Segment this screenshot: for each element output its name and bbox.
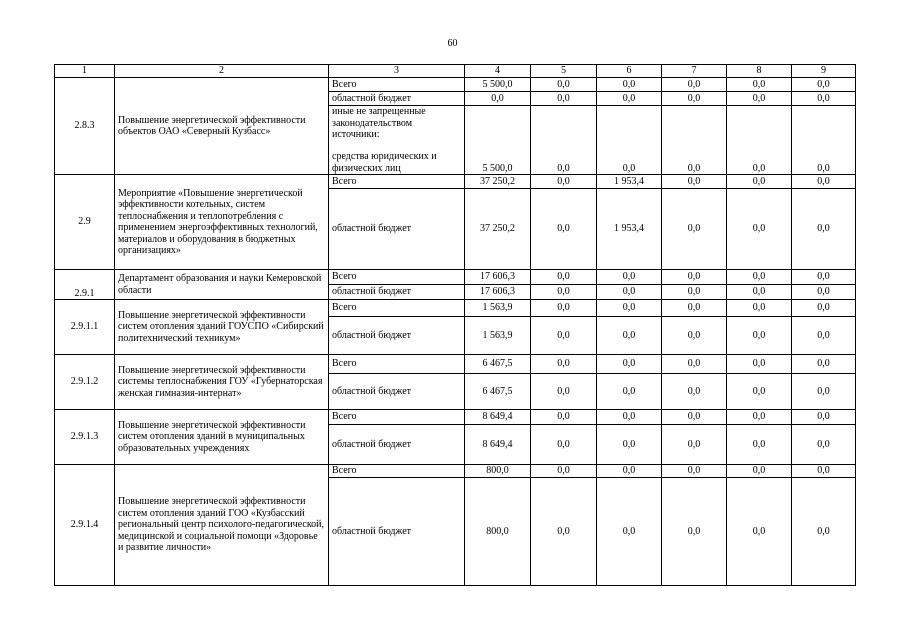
value-cell: 0,0 xyxy=(597,300,662,317)
value-cell: 0,0 xyxy=(597,270,662,285)
row-number: 2.8.3 xyxy=(55,78,115,175)
funding-source: Всего xyxy=(329,270,465,285)
value-cell: 0,0 xyxy=(662,300,727,317)
value-cell: 0,0 xyxy=(597,374,662,410)
value-cell: 0,0 xyxy=(465,92,531,106)
value-cell: 800,0 xyxy=(465,465,531,478)
value-cell: 0,0 xyxy=(792,465,856,478)
funding-source: областной бюджет xyxy=(329,317,465,355)
value-cell: 0,0 xyxy=(727,78,792,92)
value-cell: 0,0 xyxy=(792,148,856,175)
measure-name: Повышение энергетической эффективности систем отопления зданий ГОО «Кузбасский региональный центр психолого-педагогической, медицинской и социальной помощи «Здоровье и развитие личности» xyxy=(115,465,329,586)
value-cell: 0,0 xyxy=(531,270,597,285)
value-cell: 0,0 xyxy=(792,374,856,410)
value-cell: 0,0 xyxy=(727,270,792,285)
value-cell: 17 606,3 xyxy=(465,270,531,285)
header-cell: 7 xyxy=(662,65,727,78)
value-cell: 0,0 xyxy=(662,317,727,355)
measure-name: Повышение энергетической эффективности системы теплоснабжения ГОУ «Губернаторская женская гимназия-интернат» xyxy=(115,355,329,410)
value-cell: 0,0 xyxy=(597,355,662,374)
value-cell: 0,0 xyxy=(792,355,856,374)
value-cell: 0,0 xyxy=(597,465,662,478)
value-cell: 5 500,0 xyxy=(465,148,531,175)
value-cell: 0,0 xyxy=(531,285,597,300)
row-number: 2.9.1.3 xyxy=(55,410,115,465)
header-cell: 6 xyxy=(597,65,662,78)
value-cell: 0,0 xyxy=(792,92,856,106)
value-cell: 0,0 xyxy=(727,148,792,175)
funding-source: средства юридических и физических лиц xyxy=(329,148,465,175)
value-cell: 0,0 xyxy=(531,78,597,92)
header-cell: 3 xyxy=(329,65,465,78)
value-cell: 0,0 xyxy=(727,285,792,300)
value-cell: 0,0 xyxy=(792,189,856,270)
value-cell: 0,0 xyxy=(792,410,856,425)
value-cell: 0,0 xyxy=(727,92,792,106)
funding-source: областной бюджет xyxy=(329,374,465,410)
value-cell: 0,0 xyxy=(792,270,856,285)
funding-source: Всего xyxy=(329,300,465,317)
table-row xyxy=(55,465,856,478)
value-cell: 0,0 xyxy=(727,355,792,374)
value-cell: 0,0 xyxy=(727,410,792,425)
header-cell: 4 xyxy=(465,65,531,78)
funding-source: иные не запрещенные законодательством источники: xyxy=(329,106,465,148)
measure-name: Повышение энергетической эффективности систем отопления зданий в муниципальных образовательных учреждениях xyxy=(115,410,329,465)
value-cell: 0,0 xyxy=(662,78,727,92)
funding-source: областной бюджет xyxy=(329,92,465,106)
value-cell: 0,0 xyxy=(727,189,792,270)
value-cell: 0,0 xyxy=(597,317,662,355)
page-number: 60 xyxy=(447,38,458,49)
header-cell: 2 xyxy=(115,65,329,78)
value-cell: 8 649,4 xyxy=(465,410,531,425)
value-cell: 0,0 xyxy=(662,285,727,300)
value-cell: 17 606,3 xyxy=(465,285,531,300)
value-cell: 0,0 xyxy=(597,148,662,175)
value-cell: 0,0 xyxy=(792,425,856,465)
funding-source: Всего xyxy=(329,355,465,374)
measure-name: Департамент образования и науки Кемеровской области xyxy=(115,270,329,300)
value-cell: 0,0 xyxy=(597,425,662,465)
value-cell: 0,0 xyxy=(531,410,597,425)
value-cell xyxy=(792,106,856,148)
value-cell: 800,0 xyxy=(465,478,531,586)
value-cell: 0,0 xyxy=(727,175,792,189)
value-cell: 0,0 xyxy=(727,478,792,586)
value-cell: 37 250,2 xyxy=(465,175,531,189)
funding-source: Всего xyxy=(329,465,465,478)
header-cell: 9 xyxy=(792,65,856,78)
value-cell: 0,0 xyxy=(531,317,597,355)
value-cell: 0,0 xyxy=(727,374,792,410)
value-cell: 0,0 xyxy=(531,189,597,270)
value-cell: 6 467,5 xyxy=(465,374,531,410)
funding-source: областной бюджет xyxy=(329,285,465,300)
row-number: 2.9.1 xyxy=(55,270,115,300)
header-cell: 8 xyxy=(727,65,792,78)
value-cell: 0,0 xyxy=(662,189,727,270)
value-cell: 0,0 xyxy=(662,148,727,175)
funding-source: областной бюджет xyxy=(329,478,465,586)
row-number: 2.9 xyxy=(55,175,115,270)
value-cell: 0,0 xyxy=(662,374,727,410)
value-cell: 0,0 xyxy=(597,410,662,425)
table-row xyxy=(55,410,856,425)
table-row xyxy=(55,175,856,189)
value-cell xyxy=(662,106,727,148)
header-cell: 5 xyxy=(531,65,597,78)
funding-source: областной бюджет xyxy=(329,425,465,465)
value-cell: 0,0 xyxy=(662,410,727,425)
value-cell: 1 563,9 xyxy=(465,300,531,317)
funding-source: областной бюджет xyxy=(329,189,465,270)
value-cell: 0,0 xyxy=(662,355,727,374)
row-number: 2.9.1.2 xyxy=(55,355,115,410)
value-cell xyxy=(531,106,597,148)
funding-source: Всего xyxy=(329,78,465,92)
budget-table xyxy=(54,64,856,586)
value-cell: 6 467,5 xyxy=(465,355,531,374)
value-cell: 0,0 xyxy=(597,78,662,92)
value-cell: 0,0 xyxy=(531,425,597,465)
value-cell: 0,0 xyxy=(531,374,597,410)
value-cell: 0,0 xyxy=(792,317,856,355)
value-cell: 0,0 xyxy=(531,148,597,175)
value-cell: 0,0 xyxy=(531,92,597,106)
measure-name: Мероприятие «Повышение энергетической эффективности котельных, систем теплоснабжения и теплопотребления с применением энергоэффективных технологий, материалов и оборудования в бюджетных организациях» xyxy=(115,175,329,270)
value-cell: 0,0 xyxy=(727,300,792,317)
value-cell: 0,0 xyxy=(531,355,597,374)
value-cell: 1 563,9 xyxy=(465,317,531,355)
value-cell xyxy=(597,106,662,148)
value-cell: 0,0 xyxy=(792,478,856,586)
value-cell: 0,0 xyxy=(792,78,856,92)
value-cell: 0,0 xyxy=(597,478,662,586)
value-cell: 0,0 xyxy=(727,425,792,465)
table-row xyxy=(55,78,856,92)
value-cell: 0,0 xyxy=(597,92,662,106)
table-row xyxy=(55,355,856,374)
value-cell: 8 649,4 xyxy=(465,425,531,465)
value-cell: 0,0 xyxy=(792,175,856,189)
value-cell: 0,0 xyxy=(662,425,727,465)
value-cell: 0,0 xyxy=(662,92,727,106)
value-cell xyxy=(727,106,792,148)
value-cell: 0,0 xyxy=(727,317,792,355)
value-cell: 0,0 xyxy=(727,465,792,478)
value-cell: 0,0 xyxy=(531,465,597,478)
value-cell: 1 953,4 xyxy=(597,189,662,270)
table-row xyxy=(55,300,856,317)
value-cell: 0,0 xyxy=(597,285,662,300)
measure-name: Повышение энергетической эффективности систем отопления зданий ГОУСПО «Сибирский политехнический техникум» xyxy=(115,300,329,355)
value-cell: 5 500,0 xyxy=(465,78,531,92)
value-cell: 1 953,4 xyxy=(597,175,662,189)
funding-source: Всего xyxy=(329,410,465,425)
measure-name: Повышение энергетической эффективности объектов ОАО «Северный Кузбасс» xyxy=(115,78,329,175)
value-cell: 0,0 xyxy=(531,478,597,586)
value-cell: 0,0 xyxy=(662,270,727,285)
table-row xyxy=(55,270,856,285)
funding-source: Всего xyxy=(329,175,465,189)
value-cell: 37 250,2 xyxy=(465,189,531,270)
value-cell: 0,0 xyxy=(662,478,727,586)
value-cell: 0,0 xyxy=(792,285,856,300)
row-number: 2.9.1.1 xyxy=(55,300,115,355)
table-header-row xyxy=(55,65,856,78)
value-cell: 0,0 xyxy=(531,300,597,317)
value-cell xyxy=(465,106,531,148)
value-cell: 0,0 xyxy=(662,175,727,189)
value-cell: 0,0 xyxy=(662,465,727,478)
value-cell: 0,0 xyxy=(531,175,597,189)
header-cell: 1 xyxy=(55,65,115,78)
row-number: 2.9.1.4 xyxy=(55,465,115,586)
value-cell: 0,0 xyxy=(792,300,856,317)
